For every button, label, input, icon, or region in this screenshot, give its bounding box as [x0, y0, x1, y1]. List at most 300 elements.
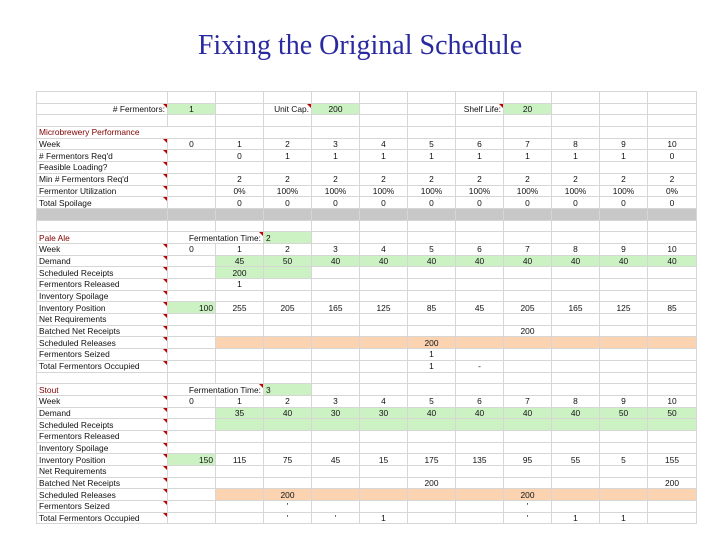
week-number[interactable]: 9: [600, 395, 648, 407]
empty-cell[interactable]: [552, 92, 600, 104]
value-cell[interactable]: 150: [168, 454, 216, 466]
row-label[interactable]: Total Fermentors Occupied: [37, 360, 168, 372]
empty-cell[interactable]: [216, 103, 264, 115]
empty-cell[interactable]: [552, 103, 600, 115]
empty-cell[interactable]: [648, 372, 697, 384]
empty-cell[interactable]: [552, 127, 600, 139]
empty-cell[interactable]: [37, 92, 168, 104]
value-cell[interactable]: [360, 314, 408, 326]
value-cell[interactable]: [600, 466, 648, 478]
value-cell[interactable]: [600, 442, 648, 454]
value-cell[interactable]: 200: [408, 477, 456, 489]
empty-cell[interactable]: [216, 115, 264, 127]
empty-cell[interactable]: [456, 220, 504, 232]
value-cell[interactable]: [360, 279, 408, 291]
value-cell[interactable]: 0: [504, 197, 552, 209]
value-cell[interactable]: [552, 442, 600, 454]
empty-cell[interactable]: [312, 384, 360, 396]
value-cell[interactable]: [552, 314, 600, 326]
empty-cell[interactable]: [648, 220, 697, 232]
value-cell[interactable]: [168, 349, 216, 361]
value-cell[interactable]: [216, 314, 264, 326]
week-number[interactable]: 6: [456, 138, 504, 150]
value-cell[interactable]: 40: [360, 255, 408, 267]
value-cell[interactable]: [264, 349, 312, 361]
value-cell[interactable]: [600, 325, 648, 337]
empty-cell[interactable]: [360, 372, 408, 384]
value-cell[interactable]: 2: [312, 173, 360, 185]
value-cell[interactable]: [168, 489, 216, 501]
empty-cell[interactable]: [312, 127, 360, 139]
value-cell[interactable]: [216, 477, 264, 489]
value-cell[interactable]: [264, 290, 312, 302]
week-number[interactable]: 10: [648, 395, 697, 407]
value-cell[interactable]: [648, 290, 697, 302]
value-cell[interactable]: [600, 162, 648, 174]
row-label[interactable]: Fermentors Seized: [37, 349, 168, 361]
ferm-time-input[interactable]: 2: [264, 232, 312, 244]
empty-cell[interactable]: [168, 220, 216, 232]
week-number[interactable]: 2: [264, 138, 312, 150]
week-number[interactable]: 9: [600, 243, 648, 255]
value-cell[interactable]: 35: [216, 407, 264, 419]
value-cell[interactable]: [312, 314, 360, 326]
value-cell[interactable]: [312, 290, 360, 302]
value-cell[interactable]: [216, 360, 264, 372]
value-cell[interactable]: [360, 419, 408, 431]
week-number[interactable]: 7: [504, 243, 552, 255]
empty-cell[interactable]: [264, 208, 312, 220]
empty-cell[interactable]: [600, 384, 648, 396]
value-cell[interactable]: ': [504, 501, 552, 513]
value-cell[interactable]: [168, 290, 216, 302]
value-cell[interactable]: [216, 337, 264, 349]
week-number[interactable]: 7: [504, 395, 552, 407]
value-cell[interactable]: 50: [600, 407, 648, 419]
value-cell[interactable]: 2: [360, 173, 408, 185]
value-cell[interactable]: 45: [216, 255, 264, 267]
week-number[interactable]: 8: [552, 395, 600, 407]
empty-cell[interactable]: [456, 372, 504, 384]
value-cell[interactable]: 1: [600, 150, 648, 162]
week-number[interactable]: 0: [168, 243, 216, 255]
empty-cell[interactable]: [312, 208, 360, 220]
empty-cell[interactable]: [37, 115, 168, 127]
value-cell[interactable]: [456, 267, 504, 279]
empty-cell[interactable]: [312, 372, 360, 384]
value-cell[interactable]: [216, 512, 264, 524]
value-cell[interactable]: [456, 337, 504, 349]
value-cell[interactable]: [456, 489, 504, 501]
value-cell[interactable]: [456, 162, 504, 174]
unit-cap-input[interactable]: 200: [312, 103, 360, 115]
value-cell[interactable]: [168, 442, 216, 454]
value-cell[interactable]: [648, 325, 697, 337]
value-cell[interactable]: [168, 512, 216, 524]
value-cell[interactable]: [552, 162, 600, 174]
value-cell[interactable]: [456, 349, 504, 361]
value-cell[interactable]: 50: [648, 407, 697, 419]
value-cell[interactable]: [168, 197, 216, 209]
empty-cell[interactable]: [504, 220, 552, 232]
empty-cell[interactable]: [504, 92, 552, 104]
value-cell[interactable]: ': [312, 512, 360, 524]
value-cell[interactable]: 0%: [648, 185, 697, 197]
value-cell[interactable]: [552, 349, 600, 361]
value-cell[interactable]: [168, 150, 216, 162]
value-cell[interactable]: 15: [360, 454, 408, 466]
empty-cell[interactable]: [312, 115, 360, 127]
empty-cell[interactable]: [408, 92, 456, 104]
value-cell[interactable]: [456, 419, 504, 431]
value-cell[interactable]: [504, 430, 552, 442]
empty-cell[interactable]: [600, 232, 648, 244]
value-cell[interactable]: [456, 430, 504, 442]
fermentors-input[interactable]: 1: [168, 103, 216, 115]
value-cell[interactable]: [168, 314, 216, 326]
empty-cell[interactable]: [37, 208, 168, 220]
value-cell[interactable]: [552, 267, 600, 279]
empty-cell[interactable]: [216, 208, 264, 220]
week-number[interactable]: 5: [408, 395, 456, 407]
value-cell[interactable]: [552, 325, 600, 337]
empty-cell[interactable]: [552, 220, 600, 232]
empty-cell[interactable]: [504, 372, 552, 384]
value-cell[interactable]: 1: [552, 150, 600, 162]
empty-cell[interactable]: [504, 232, 552, 244]
empty-cell[interactable]: [600, 208, 648, 220]
value-cell[interactable]: [552, 477, 600, 489]
week-number[interactable]: 2: [264, 395, 312, 407]
value-cell[interactable]: [600, 360, 648, 372]
empty-cell[interactable]: [168, 115, 216, 127]
value-cell[interactable]: 0: [216, 150, 264, 162]
value-cell[interactable]: 45: [312, 454, 360, 466]
empty-cell[interactable]: [264, 220, 312, 232]
value-cell[interactable]: 200: [216, 267, 264, 279]
week-label[interactable]: Week: [37, 395, 168, 407]
value-cell[interactable]: [648, 419, 697, 431]
value-cell[interactable]: [600, 279, 648, 291]
empty-cell[interactable]: [360, 384, 408, 396]
value-cell[interactable]: 0: [216, 197, 264, 209]
value-cell[interactable]: [168, 325, 216, 337]
empty-cell[interactable]: [456, 115, 504, 127]
value-cell[interactable]: [408, 267, 456, 279]
empty-cell[interactable]: [600, 103, 648, 115]
empty-cell[interactable]: [648, 208, 697, 220]
empty-cell[interactable]: [168, 372, 216, 384]
value-cell[interactable]: 205: [264, 302, 312, 314]
value-cell[interactable]: [600, 337, 648, 349]
empty-cell[interactable]: [456, 92, 504, 104]
value-cell[interactable]: 40: [600, 255, 648, 267]
value-cell[interactable]: [504, 337, 552, 349]
value-cell[interactable]: 2: [408, 173, 456, 185]
value-cell[interactable]: [600, 314, 648, 326]
empty-cell[interactable]: [360, 115, 408, 127]
value-cell[interactable]: 125: [600, 302, 648, 314]
week-label[interactable]: Week: [37, 243, 168, 255]
value-cell[interactable]: [168, 337, 216, 349]
week-number[interactable]: 0: [168, 138, 216, 150]
value-cell[interactable]: 2: [216, 173, 264, 185]
value-cell[interactable]: [312, 337, 360, 349]
week-number[interactable]: 4: [360, 243, 408, 255]
value-cell[interactable]: [504, 290, 552, 302]
value-cell[interactable]: [360, 430, 408, 442]
empty-cell[interactable]: [168, 208, 216, 220]
value-cell[interactable]: [168, 430, 216, 442]
value-cell[interactable]: [216, 290, 264, 302]
value-cell[interactable]: [216, 162, 264, 174]
value-cell[interactable]: 1: [600, 512, 648, 524]
week-number[interactable]: 6: [456, 395, 504, 407]
value-cell[interactable]: 40: [552, 407, 600, 419]
empty-cell[interactable]: [216, 127, 264, 139]
value-cell[interactable]: [552, 466, 600, 478]
value-cell[interactable]: 1: [216, 279, 264, 291]
week-number[interactable]: 2: [264, 243, 312, 255]
week-number[interactable]: 1: [216, 395, 264, 407]
value-cell[interactable]: 2: [552, 173, 600, 185]
value-cell[interactable]: [600, 489, 648, 501]
value-cell[interactable]: [408, 501, 456, 513]
value-cell[interactable]: [264, 314, 312, 326]
value-cell[interactable]: [168, 255, 216, 267]
row-label[interactable]: Fermentors Released: [37, 279, 168, 291]
empty-cell[interactable]: [648, 115, 697, 127]
value-cell[interactable]: [408, 314, 456, 326]
empty-cell[interactable]: [552, 115, 600, 127]
value-cell[interactable]: [264, 419, 312, 431]
empty-cell[interactable]: [456, 232, 504, 244]
empty-cell[interactable]: [456, 127, 504, 139]
empty-cell[interactable]: [408, 115, 456, 127]
week-number[interactable]: 7: [504, 138, 552, 150]
value-cell[interactable]: [456, 290, 504, 302]
value-cell[interactable]: 1: [504, 150, 552, 162]
value-cell[interactable]: [168, 279, 216, 291]
value-cell[interactable]: 30: [312, 407, 360, 419]
empty-cell[interactable]: [312, 220, 360, 232]
value-cell[interactable]: [216, 489, 264, 501]
value-cell[interactable]: [312, 430, 360, 442]
value-cell[interactable]: 200: [504, 325, 552, 337]
empty-cell[interactable]: [600, 115, 648, 127]
empty-cell[interactable]: [360, 208, 408, 220]
value-cell[interactable]: [456, 325, 504, 337]
value-cell[interactable]: [648, 512, 697, 524]
empty-cell[interactable]: [408, 372, 456, 384]
value-cell[interactable]: [312, 279, 360, 291]
value-cell[interactable]: [360, 337, 408, 349]
value-cell[interactable]: [216, 501, 264, 513]
value-cell[interactable]: [312, 466, 360, 478]
value-cell[interactable]: 2: [264, 173, 312, 185]
value-cell[interactable]: 85: [648, 302, 697, 314]
empty-cell[interactable]: [168, 92, 216, 104]
value-cell[interactable]: 100%: [504, 185, 552, 197]
value-cell[interactable]: [552, 419, 600, 431]
value-cell[interactable]: [312, 489, 360, 501]
value-cell[interactable]: [264, 337, 312, 349]
value-cell[interactable]: 1: [552, 512, 600, 524]
row-label[interactable]: Fermentor Utilization: [37, 185, 168, 197]
value-cell[interactable]: [456, 314, 504, 326]
value-cell[interactable]: 100%: [600, 185, 648, 197]
empty-cell[interactable]: [600, 127, 648, 139]
value-cell[interactable]: [552, 360, 600, 372]
row-label[interactable]: Inventory Spoilage: [37, 442, 168, 454]
value-cell[interactable]: 2: [600, 173, 648, 185]
value-cell[interactable]: 175: [408, 454, 456, 466]
value-cell[interactable]: 0: [360, 197, 408, 209]
row-label[interactable]: Feasible Loading?: [37, 162, 168, 174]
value-cell[interactable]: [504, 419, 552, 431]
value-cell[interactable]: [168, 501, 216, 513]
value-cell[interactable]: 1: [408, 150, 456, 162]
value-cell[interactable]: [360, 442, 408, 454]
empty-cell[interactable]: [504, 384, 552, 396]
value-cell[interactable]: [264, 442, 312, 454]
value-cell[interactable]: [552, 290, 600, 302]
shelf-life-label[interactable]: Shelf Life:: [456, 103, 504, 115]
value-cell[interactable]: 40: [648, 255, 697, 267]
empty-cell[interactable]: [37, 220, 168, 232]
week-number[interactable]: 4: [360, 138, 408, 150]
value-cell[interactable]: [408, 489, 456, 501]
value-cell[interactable]: [648, 349, 697, 361]
value-cell[interactable]: [600, 501, 648, 513]
value-cell[interactable]: [312, 360, 360, 372]
value-cell[interactable]: [264, 360, 312, 372]
value-cell[interactable]: 1: [456, 150, 504, 162]
empty-cell[interactable]: [312, 232, 360, 244]
value-cell[interactable]: [168, 173, 216, 185]
value-cell[interactable]: 1: [264, 150, 312, 162]
value-cell[interactable]: 0: [552, 197, 600, 209]
value-cell[interactable]: [216, 430, 264, 442]
value-cell[interactable]: [408, 162, 456, 174]
value-cell[interactable]: 40: [312, 255, 360, 267]
value-cell[interactable]: [648, 442, 697, 454]
value-cell[interactable]: 165: [312, 302, 360, 314]
value-cell[interactable]: 40: [504, 255, 552, 267]
shelf-life-input[interactable]: 20: [504, 103, 552, 115]
fermentors-label[interactable]: # Fermentors:: [37, 103, 168, 115]
value-cell[interactable]: [456, 477, 504, 489]
section-header-performance[interactable]: Microbrewery Performance: [37, 127, 216, 139]
week-number[interactable]: 3: [312, 395, 360, 407]
value-cell[interactable]: 255: [216, 302, 264, 314]
value-cell[interactable]: [312, 349, 360, 361]
empty-cell[interactable]: [504, 127, 552, 139]
row-label[interactable]: Net Requirements: [37, 466, 168, 478]
week-number[interactable]: 9: [600, 138, 648, 150]
section-header-stout[interactable]: Stout: [37, 384, 168, 396]
row-label[interactable]: Inventory Position: [37, 454, 168, 466]
value-cell[interactable]: [360, 290, 408, 302]
week-number[interactable]: 1: [216, 138, 264, 150]
value-cell[interactable]: [648, 466, 697, 478]
value-cell[interactable]: 45: [456, 302, 504, 314]
value-cell[interactable]: ': [264, 501, 312, 513]
value-cell[interactable]: -: [456, 360, 504, 372]
value-cell[interactable]: [456, 512, 504, 524]
empty-cell[interactable]: [360, 220, 408, 232]
value-cell[interactable]: [552, 337, 600, 349]
row-label[interactable]: Total Fermentors Occupied: [37, 512, 168, 524]
value-cell[interactable]: 40: [264, 407, 312, 419]
value-cell[interactable]: [504, 267, 552, 279]
value-cell[interactable]: 40: [456, 255, 504, 267]
value-cell[interactable]: 1: [312, 150, 360, 162]
value-cell[interactable]: 85: [408, 302, 456, 314]
value-cell[interactable]: [648, 360, 697, 372]
value-cell[interactable]: [168, 360, 216, 372]
value-cell[interactable]: [456, 279, 504, 291]
value-cell[interactable]: 40: [408, 407, 456, 419]
row-label[interactable]: Batched Net Receipts: [37, 477, 168, 489]
value-cell[interactable]: 2: [504, 173, 552, 185]
empty-cell[interactable]: [648, 103, 697, 115]
week-number[interactable]: 8: [552, 138, 600, 150]
row-label[interactable]: Scheduled Releases: [37, 337, 168, 349]
value-cell[interactable]: 1: [408, 360, 456, 372]
value-cell[interactable]: [408, 430, 456, 442]
empty-cell[interactable]: [216, 372, 264, 384]
value-cell[interactable]: [408, 290, 456, 302]
value-cell[interactable]: [360, 489, 408, 501]
week-number[interactable]: 4: [360, 395, 408, 407]
empty-cell[interactable]: [360, 103, 408, 115]
value-cell[interactable]: 2: [456, 173, 504, 185]
value-cell[interactable]: [552, 489, 600, 501]
value-cell[interactable]: 1: [408, 349, 456, 361]
value-cell[interactable]: [408, 442, 456, 454]
value-cell[interactable]: 75: [264, 454, 312, 466]
value-cell[interactable]: [168, 267, 216, 279]
week-number[interactable]: 3: [312, 243, 360, 255]
value-cell[interactable]: [264, 477, 312, 489]
value-cell[interactable]: 0: [264, 197, 312, 209]
value-cell[interactable]: 50: [264, 255, 312, 267]
value-cell[interactable]: 2: [648, 173, 697, 185]
value-cell[interactable]: [216, 466, 264, 478]
value-cell[interactable]: [312, 477, 360, 489]
value-cell[interactable]: 40: [504, 407, 552, 419]
empty-cell[interactable]: [648, 384, 697, 396]
value-cell[interactable]: [216, 325, 264, 337]
empty-cell[interactable]: [408, 208, 456, 220]
row-label[interactable]: Fermentors Released: [37, 430, 168, 442]
value-cell[interactable]: [312, 267, 360, 279]
week-number[interactable]: 0: [168, 395, 216, 407]
value-cell[interactable]: [168, 162, 216, 174]
value-cell[interactable]: 200: [504, 489, 552, 501]
empty-cell[interactable]: [216, 92, 264, 104]
empty-cell[interactable]: [37, 372, 168, 384]
value-cell[interactable]: [648, 430, 697, 442]
value-cell[interactable]: [456, 442, 504, 454]
value-cell[interactable]: [504, 466, 552, 478]
value-cell[interactable]: [168, 466, 216, 478]
value-cell[interactable]: [312, 419, 360, 431]
value-cell[interactable]: 100%: [456, 185, 504, 197]
ferm-time-input[interactable]: 3: [264, 384, 312, 396]
empty-cell[interactable]: [552, 232, 600, 244]
